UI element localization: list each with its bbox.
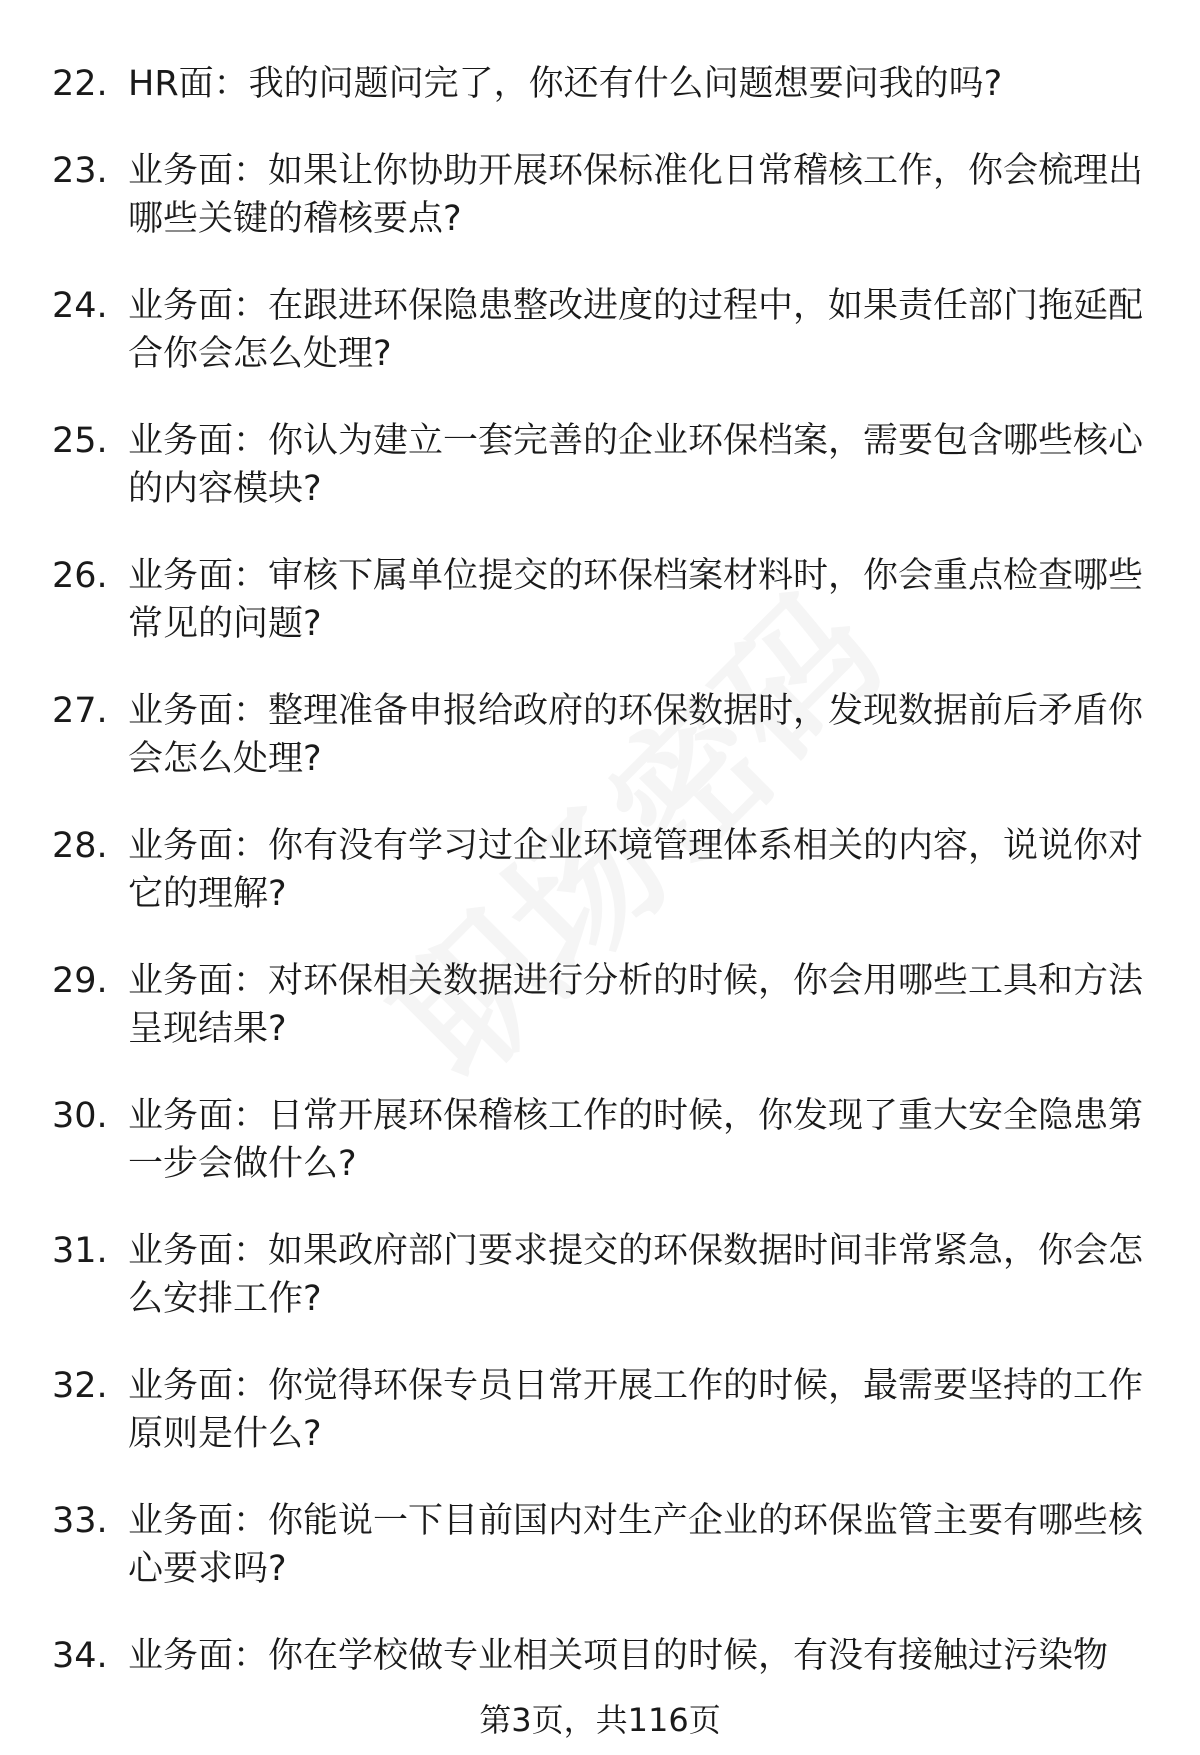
list-item	[52, 552, 1162, 648]
list-item	[52, 822, 1162, 918]
list-item	[52, 687, 1162, 783]
question-number: 32.	[52, 1366, 108, 1406]
page-number-label: 第3页，共116页	[479, 1701, 721, 1739]
question-number: 31.	[52, 1231, 108, 1271]
question-number: 23.	[52, 151, 108, 191]
question-number: 33.	[52, 1501, 108, 1541]
question-number: 24.	[52, 286, 108, 326]
question-number: 28.	[52, 826, 108, 866]
question-text: 业务面：你在学校做专业相关项目的时候，有没有接触过污染物	[128, 1636, 1109, 1676]
question-text: 业务面：你有没有学习过企业环境管理体系相关的内容，说说你对它的理解?	[128, 826, 1144, 914]
question-text: 业务面：你觉得环保专员日常开展工作的时候，最需要坚持的工作原则是什么?	[128, 1366, 1144, 1454]
list-item	[52, 1497, 1162, 1593]
list-item	[52, 1362, 1162, 1458]
list-item	[52, 1092, 1162, 1188]
list-item	[52, 282, 1162, 378]
question-text: 业务面：日常开展环保稽核工作的时候，你发现了重大安全隐患第一步会做什么?	[128, 1096, 1144, 1184]
question-text: 业务面：如果政府部门要求提交的环保数据时间非常紧急，你会怎么安排工作?	[128, 1231, 1144, 1319]
question-number: 27.	[52, 691, 108, 731]
list-item	[52, 1227, 1162, 1323]
list-item	[52, 60, 1162, 108]
list-item	[52, 1632, 1162, 1680]
list-item	[52, 417, 1162, 513]
question-text: 业务面：对环保相关数据进行分析的时候，你会用哪些工具和方法呈现结果?	[128, 961, 1144, 1049]
question-number: 25.	[52, 421, 108, 461]
question-text: 业务面：如果让你协助开展环保标准化日常稽核工作，你会梳理出哪些关键的稽核要点?	[128, 151, 1144, 239]
question-number: 34.	[52, 1636, 108, 1676]
question-list	[52, 60, 1162, 1719]
question-text: 业务面：你能说一下目前国内对生产企业的环保监管主要有哪些核心要求吗?	[128, 1501, 1144, 1589]
question-text: 业务面：整理准备申报给政府的环保数据时，发现数据前后矛盾你会怎么处理?	[128, 691, 1144, 779]
question-number: 30.	[52, 1096, 108, 1136]
question-text: 业务面：你认为建立一套完善的企业环保档案，需要包含哪些核心的内容模块?	[128, 421, 1144, 509]
page-footer	[0, 1700, 1200, 1740]
list-item	[52, 957, 1162, 1053]
question-text: 业务面：审核下属单位提交的环保档案材料时，你会重点检查哪些常见的问题?	[128, 556, 1144, 644]
question-number: 26.	[52, 556, 108, 596]
question-text: HR面：我的问题问完了，你还有什么问题想要问我的吗?	[128, 64, 1003, 104]
question-number: 29.	[52, 961, 108, 1001]
question-number: 22.	[52, 64, 108, 104]
list-item	[52, 147, 1162, 243]
question-text: 业务面：在跟进环保隐患整改进度的过程中，如果责任部门拖延配合你会怎么处理?	[128, 286, 1144, 374]
